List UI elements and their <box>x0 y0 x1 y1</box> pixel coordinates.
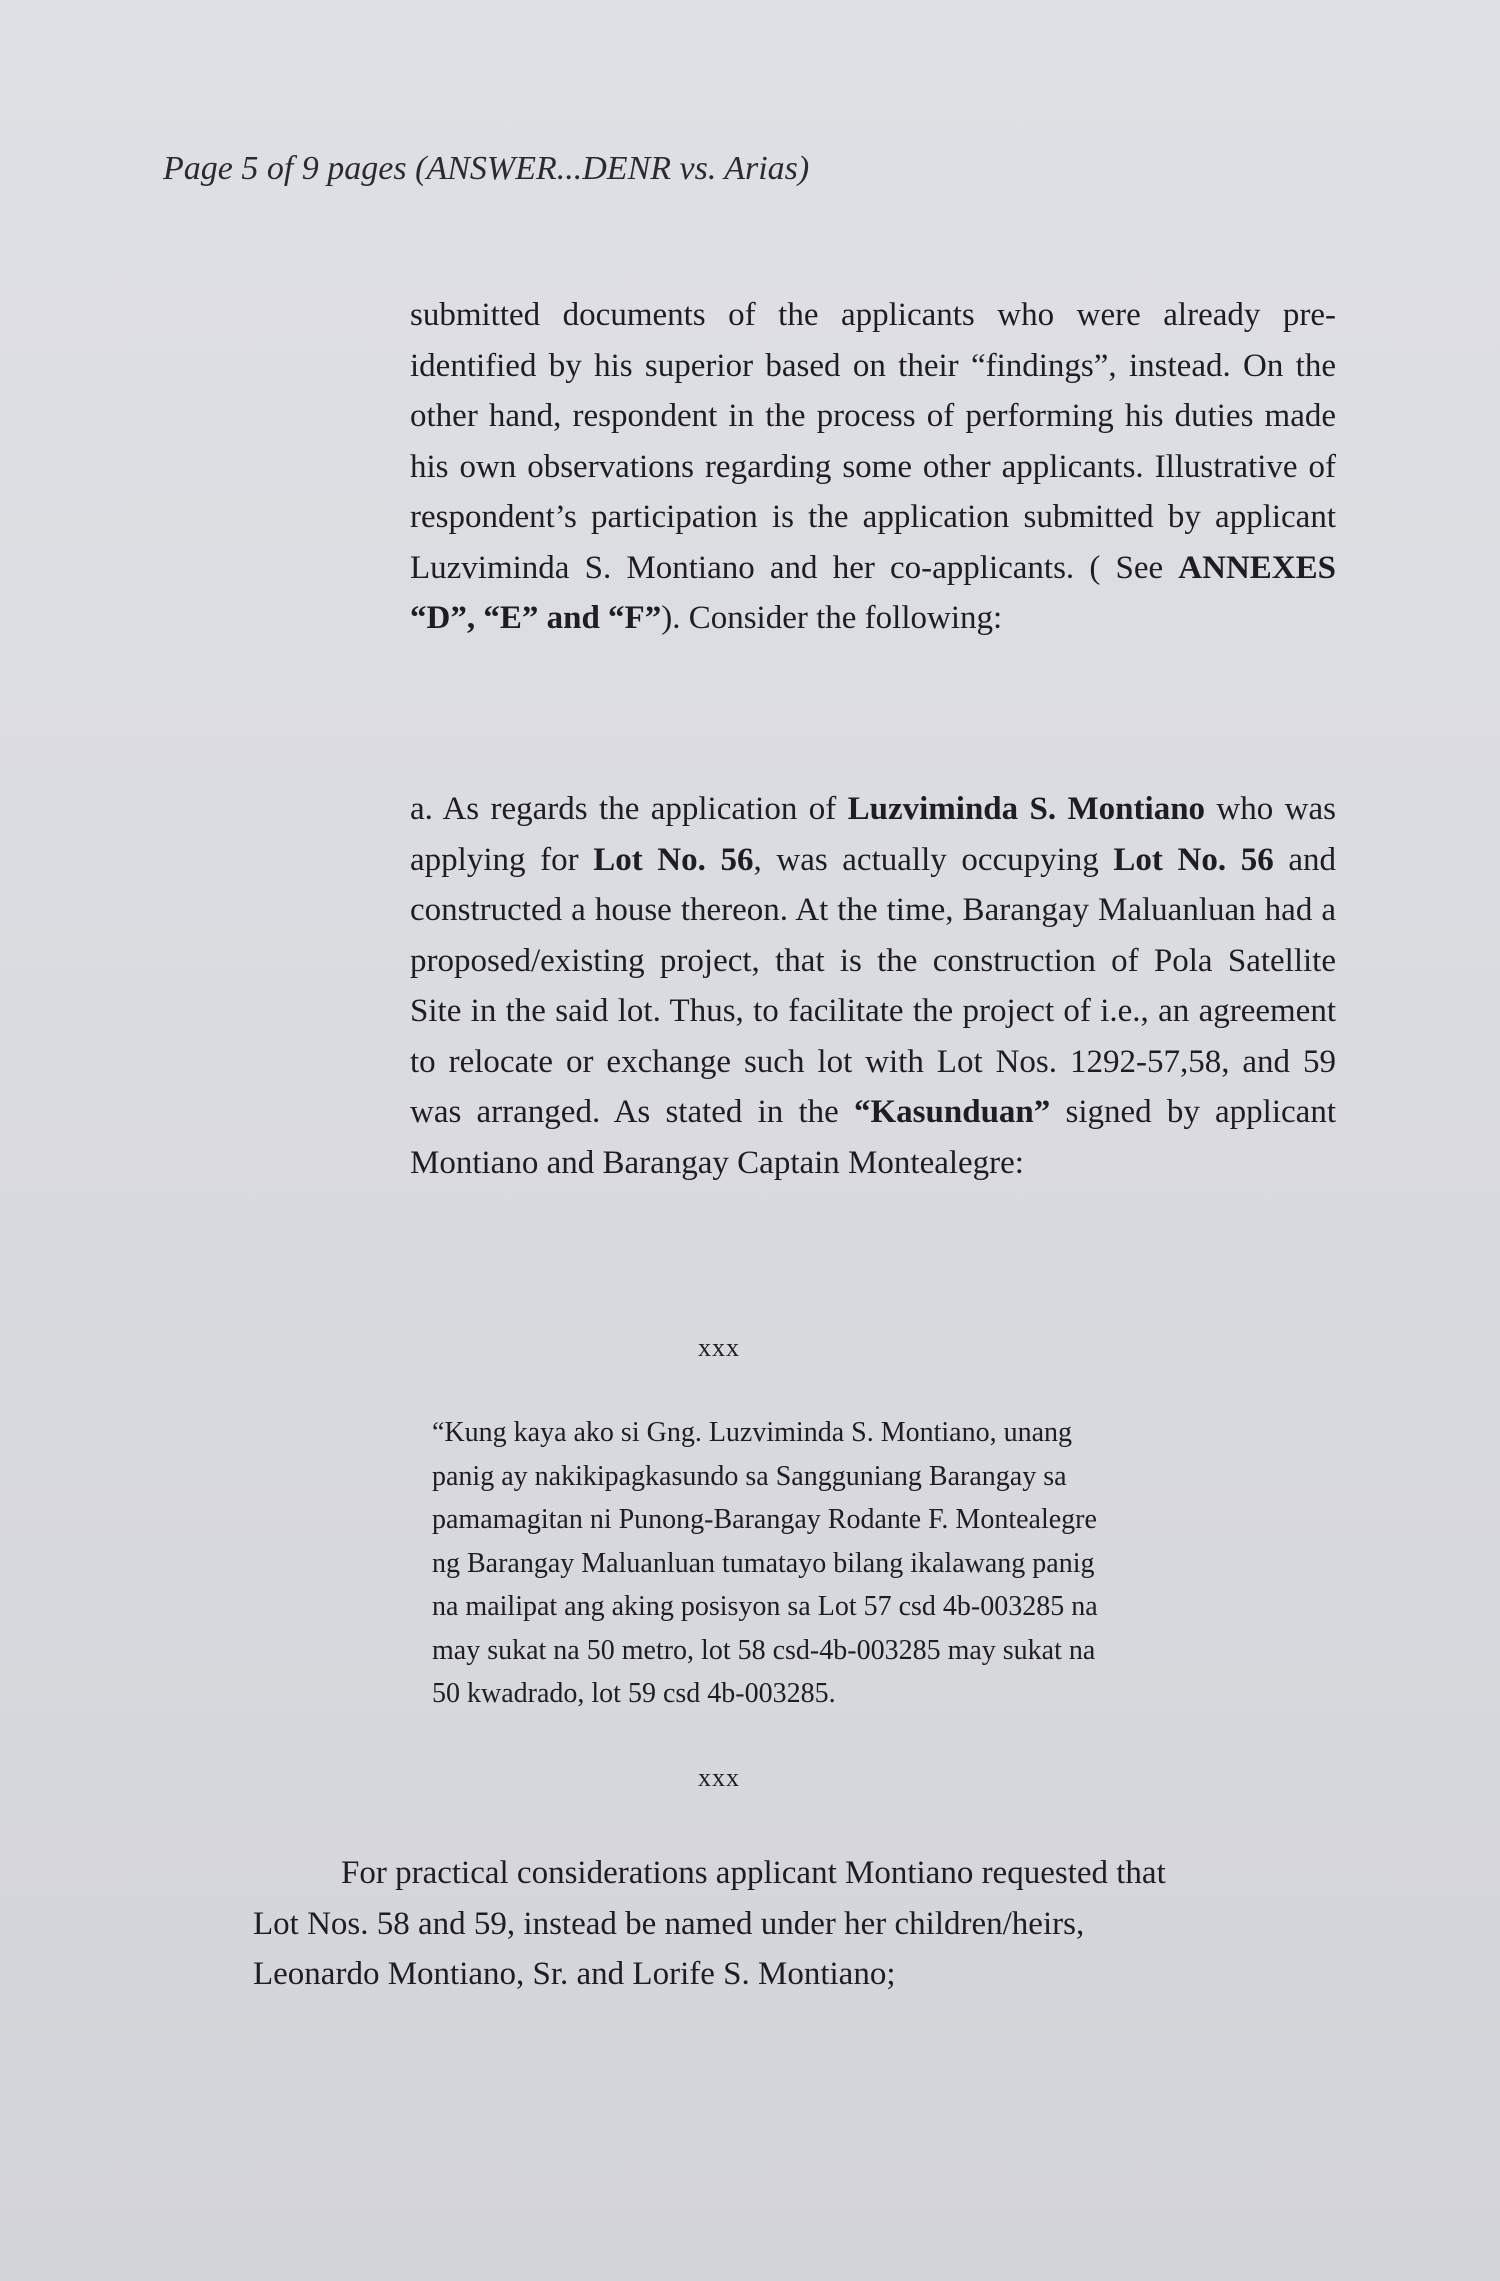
final-paragraph <box>253 1848 1313 2000</box>
applicant-name: Luzviminda S. Montiano <box>847 791 1206 827</box>
paragraph-a-text-1: a. As regards the application of <box>410 791 848 827</box>
paragraph-a-text-4: and constructed a house thereon. At the time, Barangay Maluanluan had a proposed/existing project, that is the construction of Pola Satellite Site in the said lot. Thus, to facilitate the project of i.e., an agreement to relocate or exchange such lot with Lot Nos. 1292-57,58, and 59 was arranged. As stated in the <box>410 841 1336 1130</box>
ellipsis-marker-top: xxx <box>698 1333 740 1362</box>
paragraph-a-text-3: , was actually occupying <box>753 841 1114 878</box>
page-header: Page 5 of 9 pages (ANSWER...DENR vs. Arias) <box>163 150 810 187</box>
lot-number-1: Lot No. 56 <box>593 841 754 878</box>
final-line-3: Leonardo Montiano, Sr. and Lorife S. Montiano; <box>253 1956 896 1992</box>
paragraph-1-text-a: submitted documents of the applicants who were already pre-identified by his superior based on their “findings”, instead. On the other hand, respondent in the process of performing his duties made his own observations regarding some other applicants. Illustrative of respondent’s participation is the application submitted by applicant Luzviminda S. Montiano and her co-applicants. ( See <box>410 297 1336 586</box>
paragraph-1-text-b: ). Consider the following: <box>661 600 1003 636</box>
paragraph-a <box>410 784 1336 1188</box>
kasunduan-term: “Kasunduan” <box>854 1094 1051 1130</box>
paragraph-a-text-5: signed by applicant Montiano and Barangay Captain Montealegre: <box>410 1094 1336 1181</box>
block-quote: “Kung kaya ako si Gng. Luzviminda S. Montiano, unang panig ay nakikipagkasundo sa Sangguniang Barangay sa pamamagitan ni Punong-Barangay Rodante F. Montealegre ng Barangay Maluanluan tumatayo bilang ikalawang panig na mailipat ang aking posisyon sa Lot 57 csd 4b-003285 na may sukat na 50 metro, lot 58 csd-4b-003285 may sukat na 50 kwadrado, lot 59 csd 4b-003285. <box>432 1417 1098 1709</box>
final-line-2: Lot Nos. 58 and 59, instead be named under her children/heirs, <box>253 1905 1085 1942</box>
lot-number-2: Lot No. 56 <box>1113 841 1274 878</box>
annexes-reference: ANNEXES “D”, “E” and “F” <box>410 549 1336 636</box>
final-line-1 <box>253 1848 1313 1899</box>
paragraph-1 <box>410 290 1336 644</box>
final-line-1-text: For practical considerations applicant Montiano requested that <box>341 1855 1166 1891</box>
ellipsis-marker-bottom: xxx <box>698 1763 740 1792</box>
paragraph-a-text-2: who was applying for <box>410 791 1336 878</box>
